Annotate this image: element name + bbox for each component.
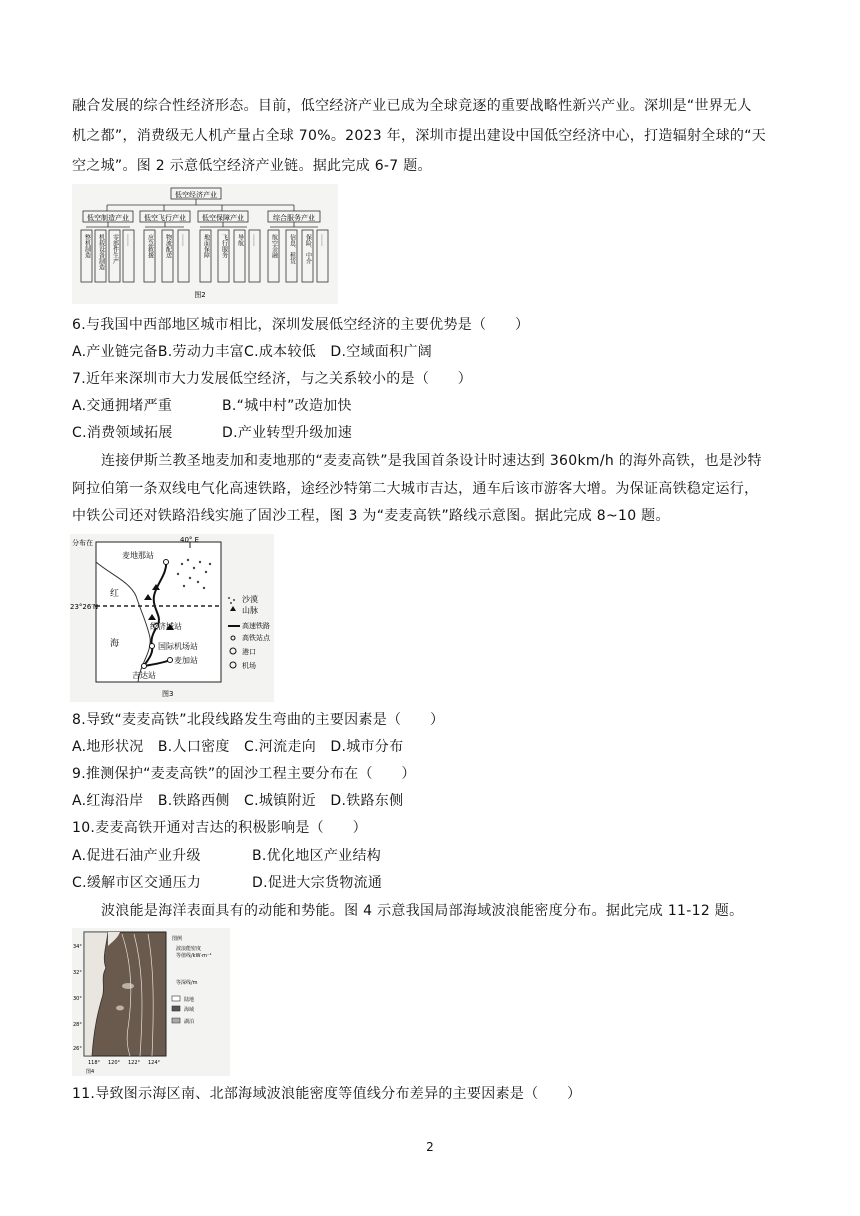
fig3-station-medina: 麦地那站	[122, 551, 154, 560]
fig3-station-economic-city: 经济城站	[150, 622, 182, 631]
fig3-caption: 图3	[162, 690, 174, 698]
fig2-leaf-label: 航空金融	[270, 234, 278, 258]
fig4-legend-land: 陆地	[184, 997, 195, 1003]
fig4-legend-title: 图例	[172, 936, 183, 942]
fig3-station-airport: 国际机场站	[158, 642, 198, 651]
figure-3-railway-map	[70, 534, 274, 702]
fig2-leaf-label: 零部件生产	[111, 234, 119, 264]
page-number: 2	[426, 1140, 434, 1154]
intro-line-1: 融合发展的综合性经济形态。目前，低空经济产业已成为全球竞逐的重要战略性新兴产业。深圳是“世界无人	[72, 98, 752, 114]
fig4-lat-tick-2: 32°	[73, 970, 82, 976]
fig3-legend-desert: 沙漠	[242, 595, 258, 604]
fig4-legend-lake: 湖泊	[184, 1019, 195, 1025]
fig3-legend-mountain: 山脉	[242, 606, 258, 615]
fig3-sea-label-2: 海	[110, 639, 120, 649]
q9-stem: 9.推测保护“麦麦高铁”的固沙工程主要分布在（ ）	[72, 766, 416, 782]
intro-line-2: 机之都”，消费级无人机产量占全球 70%。2023 年，深圳市提出建设中国低空经济中心，打造辐射全球的“天	[72, 128, 767, 144]
fig2-leaf-label: 物流配送	[164, 234, 172, 258]
fig2-branch-1: 低空制造产业	[87, 214, 129, 222]
fig4-lat-tick-3: 30°	[73, 996, 82, 1002]
passage2-line-2: 阿拉伯第一条双线电气化高速铁路，途经沙特第二大城市吉达，通车后该市游客大增。为保证高铁稳定运行，	[72, 481, 759, 497]
fig4-legend-density: 波浪能密度	[176, 946, 202, 952]
q7-option-c: C.消费领域拓展	[72, 425, 173, 441]
passage3-line-1: 波浪能是海洋表面具有的动能和势能。图 4 示意我国局部海域波浪能密度分布。据此完成 11-12 题。	[101, 903, 744, 919]
fig3-latitude: 23°26′N	[70, 603, 99, 611]
fig2-leaf-label: 应急救援	[146, 234, 154, 258]
fig2-leaf-label: 整机制造	[83, 234, 91, 258]
fig4-lat-tick-4: 28°	[73, 1022, 82, 1028]
fig2-leaf-label: ……	[125, 234, 133, 246]
fig4-legend-depth: 等深线/m	[176, 980, 198, 986]
fig2-caption: 图2	[194, 291, 206, 299]
passage2-line-1: 连接伊斯兰教圣地麦加和麦地那的“麦麦高铁”是我国首条设计时速达到 360km/h 的海外高铁，也是沙特	[101, 453, 762, 469]
fig2-leaf-label: 导航	[236, 234, 244, 246]
fig2-leaf-label: 机载设备制造	[97, 234, 105, 270]
fig2-leaf-label: 飞行服务	[220, 234, 228, 258]
fig2-branch-2: 低空飞行产业	[144, 214, 186, 222]
fig2-leaf-label: ……	[180, 234, 188, 246]
fig4-caption: 图4	[86, 1069, 95, 1075]
fig2-leaf-label: 地面保障	[202, 234, 210, 258]
q8-options: A.地形状况 B.人口密度 C.河流走向 D.城市分布	[72, 739, 404, 755]
fig3-legend-airport: 机场	[242, 662, 256, 670]
fig3-top-label: 分布在	[72, 539, 93, 547]
fig2-branch-3: 低空保障产业	[202, 214, 244, 222]
fig4-legend-sea: 海域	[184, 1007, 195, 1013]
q10-option-c: C.缓解市区交通压力	[72, 875, 202, 891]
q10-option-d: D.促进大宗货物流通	[252, 875, 383, 891]
fig4-lon-tick-3: 122°	[128, 1060, 141, 1066]
fig2-leaf-label: 保险、中介	[304, 234, 312, 264]
fig4-legend-isoline: 等值线/kW·m⁻¹	[176, 953, 212, 959]
q7-option-a: A.交通拥堵严重	[72, 398, 173, 414]
fig4-lon-tick-4: 124°	[148, 1060, 161, 1066]
fig2-leaf-label: ……	[319, 234, 327, 246]
q10-option-a: A.促进石油产业升级	[72, 848, 201, 864]
q7-option-b: B.“城中村”改造加快	[222, 398, 352, 414]
figure-4-wave-energy-map	[72, 928, 230, 1076]
passage2-line-3: 中铁公司还对铁路沿线实施了固沙工程，图 3 为“麦麦高铁”路线示意图。据此完成 8~10 题。	[72, 508, 670, 524]
fig3-legend-railway: 高速铁路	[242, 622, 270, 630]
fig3-station-jeddah: 吉达站	[132, 671, 156, 680]
q11-stem: 11.导致图示海区南、北部海域波浪能密度等值线分布差异的主要因素是（ ）	[72, 1086, 582, 1102]
fig3-station-mecca: 麦加站	[174, 656, 198, 665]
fig2-leaf-label: 信息、租赁	[288, 234, 296, 264]
fig4-lat-tick-5: 26°	[73, 1046, 82, 1052]
fig2-branch-4: 综合服务产业	[273, 214, 315, 222]
fig4-lat-tick-1: 34°	[73, 944, 82, 950]
fig3-longitude: 40° E	[180, 536, 200, 544]
fig2-leaf-label: ……	[251, 234, 259, 246]
q6-options: A.产业链完备B.劳动力丰富C.成本较低 D.空域面积广阔	[72, 344, 432, 360]
fig4-lon-tick-2: 120°	[108, 1060, 121, 1066]
fig2-root: 低空经济产业	[175, 191, 217, 199]
q7-stem: 7.近年来深圳市大力发展低空经济，与之关系较小的是（ ）	[72, 371, 473, 387]
q10-option-b: B.优化地区产业结构	[252, 848, 382, 864]
figure-2-industry-chain	[72, 184, 338, 304]
q7-option-d: D.产业转型升级加速	[222, 425, 353, 441]
fig3-legend-port: 港口	[242, 648, 256, 656]
fig3-sea-label-1: 红	[110, 589, 120, 599]
q10-stem: 10.麦麦高铁开通对吉达的积极影响是（ ）	[72, 820, 367, 836]
q6-stem: 6.与我国中西部地区城市相比，深圳发展低空经济的主要优势是（ ）	[72, 317, 530, 333]
q8-stem: 8.导致“麦麦高铁”北段线路发生弯曲的主要因素是（ ）	[72, 712, 445, 728]
fig4-lon-tick-1: 118°	[88, 1060, 101, 1066]
q9-options: A.红海沿岸 B.铁路西侧 C.城镇附近 D.铁路东侧	[72, 793, 404, 809]
intro-line-3: 空之城”。图 2 示意低空经济产业链。据此完成 6-7 题。	[72, 158, 432, 174]
fig3-legend-station: 高铁站点	[242, 634, 270, 642]
